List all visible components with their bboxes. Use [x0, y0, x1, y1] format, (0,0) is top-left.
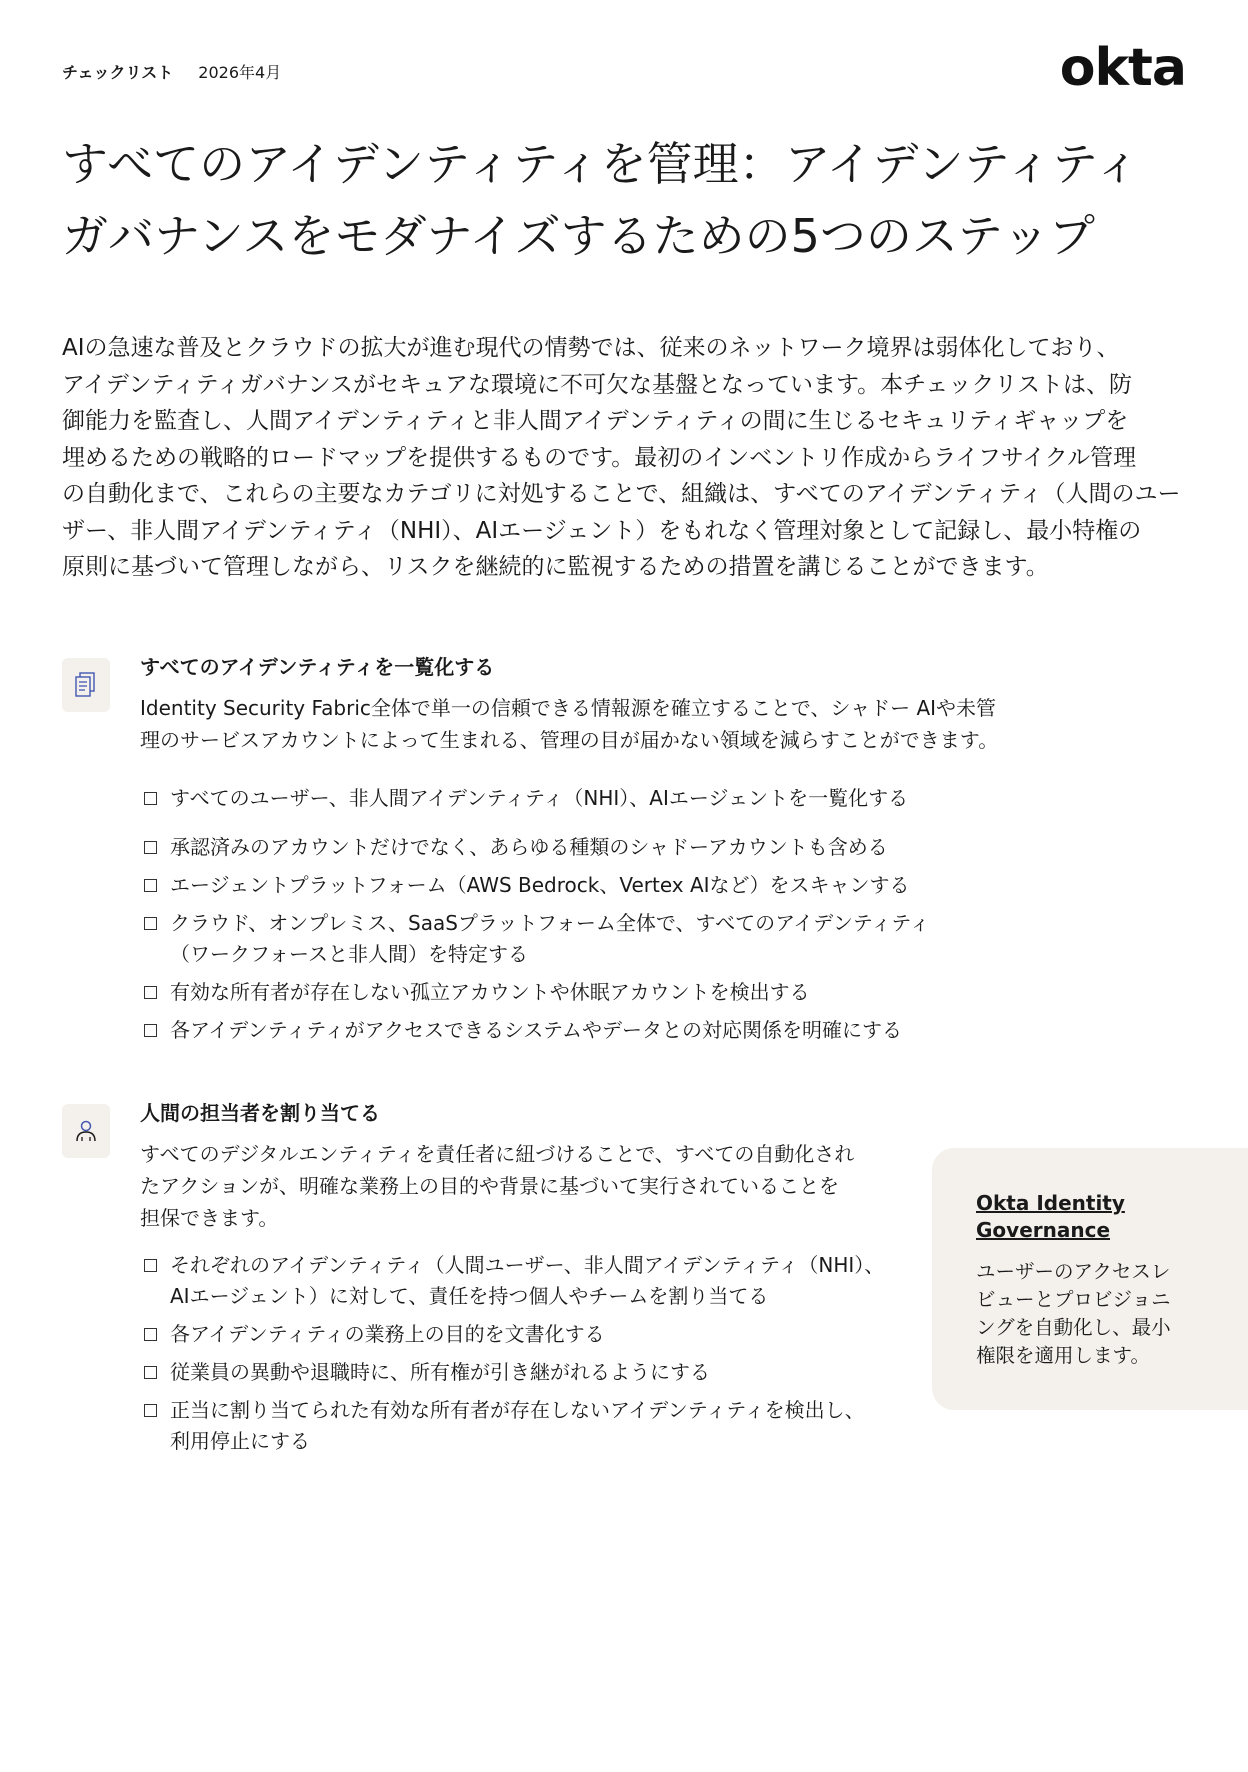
checkbox[interactable] [144, 1366, 157, 1379]
checklist-item[interactable] [144, 908, 930, 970]
checklist-item[interactable] [144, 977, 810, 1008]
checklist-item[interactable] [144, 1319, 605, 1350]
checkbox[interactable] [144, 1404, 157, 1417]
section-description [140, 1138, 920, 1234]
item-text: それぞれのアイデンティティ（人間ユーザー、非人間アイデンティティ（NHI）、 [170, 1253, 885, 1277]
item-text: エージェントプラットフォーム（AWS Bedrock、Vertex AIなど）をスキャンする [170, 873, 910, 897]
item-text: すべてのユーザー、非人間アイデンティティ（NHI）、AIエージェントを一覧化する [170, 786, 909, 810]
description-line: 担保できます。 [140, 1206, 279, 1230]
checkbox[interactable] [144, 1024, 157, 1037]
description-line: 理のサービスアカウントによって生まれる、管理の目が届かない領域を減らすことができます。 [140, 728, 999, 752]
intro-line: 原則に基づいて管理しながら、リスクを継続的に監視するための措置を講じることができます。 [62, 554, 1049, 580]
intro-line: アイデンティティガバナンスがセキュアな環境に不可欠な基盤となっています。本チェックリストは、防 [62, 371, 1132, 398]
item-text: （ワークフォースと非人間）を特定する [170, 942, 528, 966]
person-icon [62, 1104, 110, 1158]
checklist-item[interactable] [144, 1395, 865, 1457]
intro-line: の自動化まで、これらの主要なカテゴリに対処することで、組織は、すべてのアイデンティティ（人間のユー [62, 481, 1181, 507]
description-line: すべてのデジタルエンティティを責任者に紐づけることで、すべての自動化され [140, 1142, 855, 1166]
callout-line: ビューとプロビジョニ [976, 1288, 1171, 1311]
section-heading: すべてのアイデンティティを一覧化する [140, 655, 495, 679]
checkbox[interactable] [144, 1259, 157, 1272]
item-text: 各アイデンティティの業務上の目的を文書化する [170, 1322, 605, 1346]
checkbox[interactable] [144, 1328, 157, 1341]
document-icon [62, 658, 110, 712]
intro-line: ザー、非人間アイデンティティ（NHI）、AIエージェント）をもれなく管理対象として記録し、最小特権の [62, 517, 1142, 544]
checkbox[interactable] [144, 917, 157, 930]
callout-line: ユーザーのアクセスレ [976, 1260, 1171, 1283]
callout-line: 権限を適用します。 [976, 1344, 1150, 1367]
checklist-item[interactable] [144, 870, 910, 901]
callout-text [976, 1258, 1196, 1370]
checklist-item[interactable] [144, 1250, 884, 1312]
document-header [62, 60, 281, 83]
callout-line: ングを自動化し、最小 [976, 1316, 1171, 1339]
intro-line: 御能力を監査し、人間アイデンティティと非人間アイデンティティの間に生じるセキュリティギャップを [62, 408, 1129, 434]
document-date: 2026年4月 [198, 63, 282, 82]
checklist-item[interactable] [144, 832, 888, 863]
okta-identity-governance-link[interactable] [976, 1190, 1125, 1244]
intro-line: 埋めるための戦略的ロードマップを提供するものです。最初のインベントリ作成からライフサイクル管理 [62, 444, 1137, 471]
checklist-item[interactable] [144, 1357, 710, 1388]
description-line: Identity Security Fabric全体で単一の信頼できる情報源を確立することで、シャドー AIや未管 [140, 696, 997, 720]
item-text: クラウド、オンプレミス、SaaSプラットフォーム全体で、すべてのアイデンティティ [170, 911, 930, 935]
section-heading: 人間の担当者を割り当てる [140, 1101, 380, 1125]
checkbox[interactable] [144, 792, 157, 805]
link-line: Governance [976, 1218, 1111, 1242]
description-line: たアクションが、明確な業務上の目的や背景に基づいて実行されていることを [140, 1174, 839, 1198]
document-type-label: チェックリスト [62, 63, 174, 82]
item-text: 承認済みのアカウントだけでなく、あらゆる種類のシャドーアカウントも含める [170, 835, 888, 859]
item-text: 利用停止にする [170, 1429, 310, 1453]
checklist-item[interactable] [144, 783, 908, 814]
title-line-2: ガバナンスをモダナイズするための5つのステップ [62, 209, 1095, 263]
link-line: Okta Identity [976, 1191, 1125, 1215]
section-description [140, 692, 1080, 756]
section-owners [140, 1098, 920, 1234]
item-text: 各アイデンティティがアクセスできるシステムやデータとの対応関係を明確にする [170, 1018, 902, 1042]
item-text: 正当に割り当てられた有効な所有者が存在しないアイデンティティを検出し、 [170, 1398, 865, 1422]
item-text: AIエージェント）に対して、責任を持つ個人やチームを割り当てる [170, 1284, 769, 1308]
checklist-item[interactable] [144, 1015, 902, 1046]
checkbox[interactable] [144, 841, 157, 854]
section-inventory [140, 652, 1080, 756]
item-text: 有効な所有者が存在しない孤立アカウントや休眠アカウントを検出する [170, 980, 810, 1004]
intro-line: AIの急速な普及とクラウドの拡大が進む現代の情勢では、従来のネットワーク境界は弱体化しており、 [62, 335, 1120, 361]
intro-paragraph [62, 330, 1192, 586]
item-text: 従業員の異動や退職時に、所有権が引き継がれるようにする [170, 1360, 710, 1384]
checkbox[interactable] [144, 986, 157, 999]
title-line-1: すべてのアイデンティティを管理：アイデンティティ [62, 137, 1141, 191]
product-callout [932, 1148, 1248, 1410]
page-title [62, 128, 1192, 272]
okta-logo: okta [1059, 38, 1186, 98]
checkbox[interactable] [144, 879, 157, 892]
